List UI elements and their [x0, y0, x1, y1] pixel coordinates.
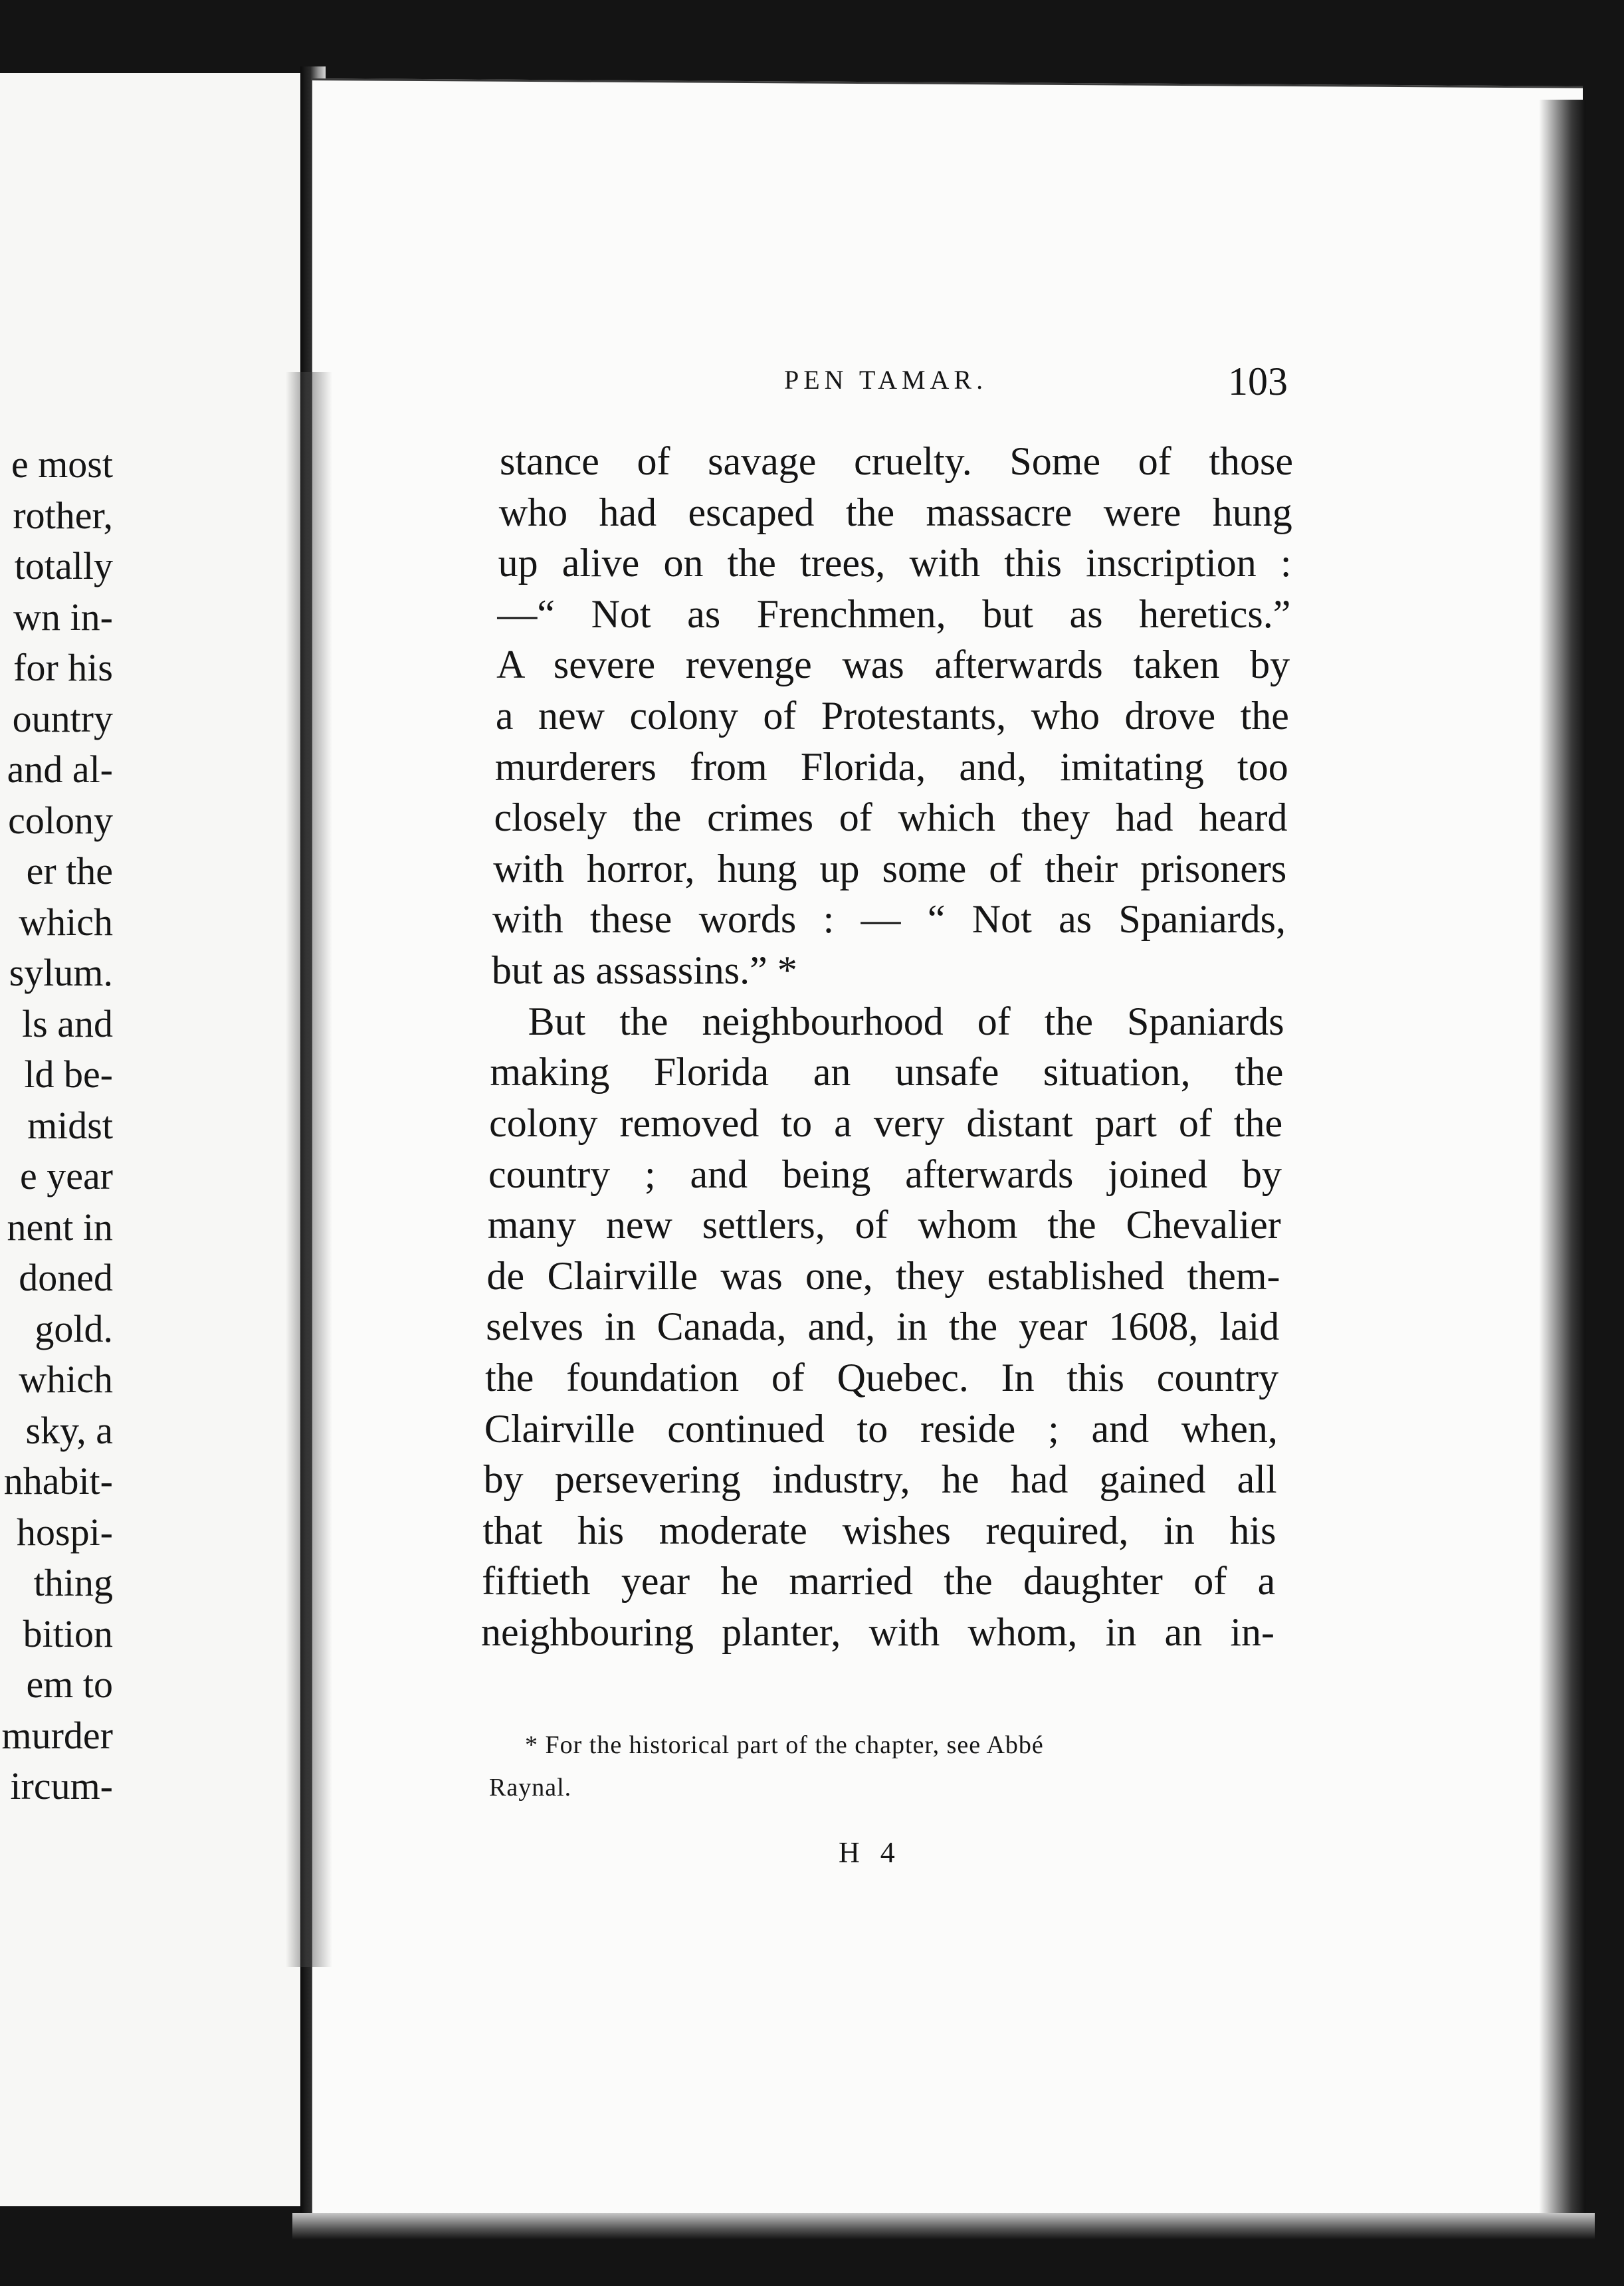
left-page-fragment: ls and	[22, 1001, 113, 1045]
left-page-fragment: thing	[33, 1561, 113, 1604]
left-page-fragment: em to	[26, 1663, 113, 1706]
footnote-line: Raynal.	[489, 1774, 572, 1802]
left-page-fragment: colony	[8, 798, 113, 842]
left-page-fragment: rother,	[13, 493, 113, 537]
body-text-line: with horror, hung up some of their prisoners	[493, 846, 1287, 890]
left-page-fragment: wn in-	[13, 595, 113, 639]
body-text-line: who had escaped the massacre were hung	[498, 490, 1292, 534]
body-text-line: But the neighbourhood of the Spaniards	[528, 999, 1284, 1043]
footnote-line: * For the historical part of the chapter, see Abbé	[525, 1731, 1044, 1759]
left-page-fragment: er the	[26, 849, 113, 892]
left-page-fragment: bition	[23, 1611, 113, 1655]
left-page-fragment: gold.	[35, 1306, 113, 1350]
body-text-line: fiftieth year he married the daughter of a	[482, 1559, 1276, 1604]
body-text-line: colony removed to a very distant part of the	[489, 1100, 1283, 1145]
left-page-fragment: sylum.	[9, 951, 113, 994]
left-page-fragment: and al-	[7, 748, 113, 791]
left-page-fragment: ld be-	[24, 1053, 113, 1096]
body-text-line: with these words : — “ Not as Spaniards,	[492, 897, 1286, 942]
body-text-line: closely the crimes of which they had heard	[494, 795, 1288, 840]
left-page-fragment: sky, a	[25, 1408, 113, 1452]
body-text-line: stance of savage cruelty. Some of those	[500, 439, 1293, 483]
signature-mark: H 4	[839, 1836, 902, 1869]
body-text-line: selves in Canada, and, in the year 1608, laid	[486, 1304, 1280, 1349]
left-page-fragment: nent in	[7, 1205, 113, 1249]
body-text-line: neighbouring planter, with whom, in an in-	[481, 1610, 1274, 1654]
body-text-line: but as assassins.” *	[491, 948, 797, 993]
left-page-fragment: e most	[11, 443, 113, 486]
left-page-fragment: which	[19, 900, 113, 944]
body-text-line: making Florida an unsafe situation, the	[490, 1050, 1284, 1094]
body-text-line: that his moderate wishes required, in his	[482, 1508, 1276, 1552]
left-page-fragment: totally	[14, 544, 113, 587]
left-page-fragment: ountry	[12, 696, 113, 740]
left-page-fragment: murder	[1, 1713, 113, 1757]
body-text-line: murderers from Florida, and, imitating too	[494, 744, 1288, 789]
left-page-fragment: nhabit-	[3, 1459, 113, 1503]
body-text-line: a new colony of Protestants, who drove the	[495, 694, 1289, 738]
body-text-line: Clairville continued to reside ; and when,	[484, 1406, 1278, 1451]
running-head: PEN TAMAR.	[784, 365, 988, 395]
left-page-fragment: ircum-	[10, 1764, 113, 1808]
body-text-line: A severe revenge was afterwards taken by	[496, 643, 1290, 687]
page-number: 103	[1228, 360, 1288, 403]
body-text-line: many new settlers, of whom the Chevalier	[487, 1203, 1281, 1247]
left-page-fragment: e year	[19, 1154, 113, 1197]
left-page-fragment: doned	[19, 1256, 113, 1299]
body-text-line: country ; and being afterwards joined by	[488, 1152, 1282, 1196]
left-page-fragment: hospi-	[17, 1510, 113, 1554]
body-text-line: —“ Not as Frenchmen, but as heretics.”	[497, 591, 1291, 636]
body-text-line: the foundation of Quebec. In this country	[485, 1355, 1279, 1400]
body-text-line: by persevering industry, he had gained all	[483, 1457, 1277, 1502]
left-page-fragment: midst	[27, 1103, 113, 1147]
left-page-fragment: for his	[13, 646, 113, 689]
body-text-line: de Clairville was one, they established them-	[486, 1253, 1280, 1298]
body-text-line: up alive on the trees, with this inscription :	[498, 541, 1292, 585]
left-page-fragment: which	[19, 1358, 113, 1401]
